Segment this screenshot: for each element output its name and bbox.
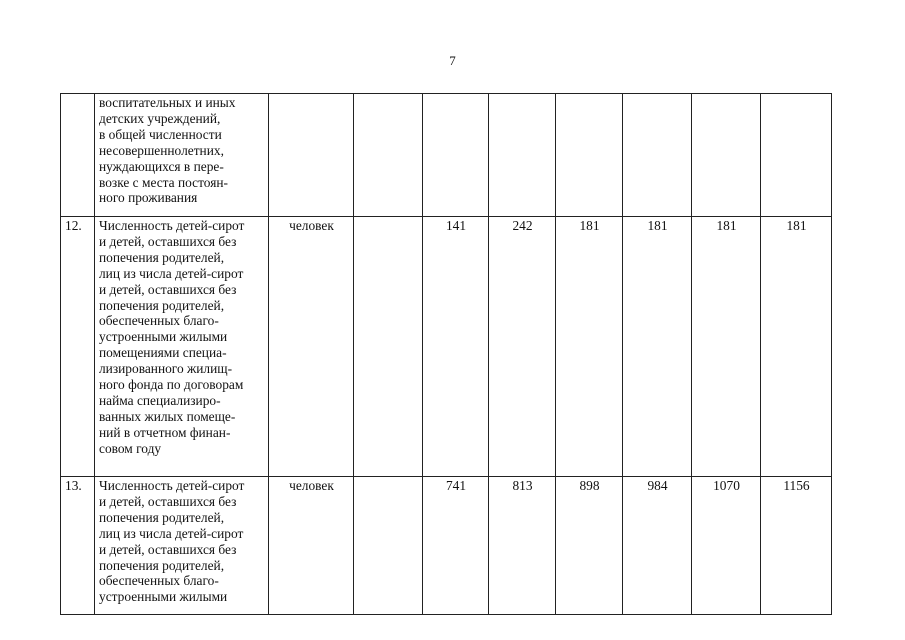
indicator-name-cell — [95, 477, 269, 615]
indicator-text-line: детских учреждений, — [99, 110, 221, 126]
indicator-text-line: ний в отчетном финан- — [99, 424, 231, 440]
table-row — [61, 477, 832, 615]
indicator-text-line: и детей, оставшихся без — [99, 281, 237, 297]
indicator-text-line: обеспеченных благо- — [99, 573, 219, 589]
year-value-cell — [556, 94, 623, 217]
indicator-text-line: совом году — [99, 440, 162, 456]
indicator-text-line: ного фонда по договорам — [99, 377, 244, 393]
indicator-text-line: найма специализиро- — [99, 392, 221, 408]
base-value-cell — [354, 217, 423, 477]
indicator-text-line: лизированного жилищ- — [99, 361, 233, 377]
indicator-text-line: попечения родителей, — [99, 557, 225, 573]
indicator-text-line: помещениями специа- — [99, 345, 227, 361]
year-value-cell — [761, 94, 832, 217]
table-row — [61, 217, 832, 477]
indicator-text-line: несовершеннолетних, — [99, 142, 224, 158]
year-value-cell: 813 — [489, 477, 556, 615]
year-value-cell — [623, 94, 692, 217]
indicator-text-line: обеспеченных благо- — [99, 313, 219, 329]
indicator-name-cell — [95, 217, 269, 477]
unit-cell: человек — [269, 217, 354, 477]
year-value-cell: 242 — [489, 217, 556, 477]
indicator-text-line: ного проживания — [99, 190, 198, 206]
indicator-text-line: лиц из числа детей-сирот — [99, 525, 244, 541]
page-number: 7 — [449, 53, 456, 68]
unit-cell — [269, 94, 354, 217]
year-value-cell: 181 — [623, 217, 692, 477]
indicator-text-line: и детей, оставшихся без — [99, 233, 237, 249]
indicator-text-line: нуждающихся в пере- — [99, 158, 224, 174]
indicator-text-line: попечения родителей, — [99, 297, 225, 313]
indicator-text-line: воспитательных и иных — [99, 95, 236, 110]
indicator-text-line: и детей, оставшихся без — [99, 541, 237, 557]
year-value-cell: 1156 — [761, 477, 832, 615]
table-row — [61, 94, 832, 217]
indicator-name-cell — [95, 94, 269, 217]
year-value-cell — [692, 94, 761, 217]
unit-cell: человек — [269, 477, 354, 615]
year-value-cell: 898 — [556, 477, 623, 615]
indicators-table — [60, 93, 832, 615]
year-value-cell: 181 — [761, 217, 832, 477]
base-value-cell — [354, 477, 423, 615]
indicator-text-line: Численность детей-сирот — [99, 478, 245, 493]
indicator-text-line: ванных жилых помеще- — [99, 408, 236, 424]
indicator-text-line: устроенными жилыми — [99, 329, 228, 345]
indicator-text-line: попечения родителей, — [99, 509, 225, 525]
year-value-cell: 141 — [423, 217, 489, 477]
indicator-text-line: и детей, оставшихся без — [99, 493, 237, 509]
indicator-text-line: попечения родителей, — [99, 249, 225, 265]
row-number-cell — [61, 94, 95, 217]
year-value-cell: 984 — [623, 477, 692, 615]
year-value-cell: 741 — [423, 477, 489, 615]
year-value-cell: 181 — [692, 217, 761, 477]
year-value-cell — [423, 94, 489, 217]
row-number-cell: 13. — [61, 477, 95, 615]
indicator-text-line: лиц из числа детей-сирот — [99, 265, 244, 281]
row-number-cell: 12. — [61, 217, 95, 477]
indicator-text-line: возке с места постоян- — [99, 174, 229, 190]
year-value-cell — [489, 94, 556, 217]
year-value-cell: 181 — [556, 217, 623, 477]
indicator-text-line: Численность детей-сирот — [99, 218, 245, 233]
year-value-cell: 1070 — [692, 477, 761, 615]
indicator-text-line: устроенными жилыми — [99, 589, 228, 605]
base-value-cell — [354, 94, 423, 217]
indicator-text-line: в общей численности — [99, 126, 222, 142]
